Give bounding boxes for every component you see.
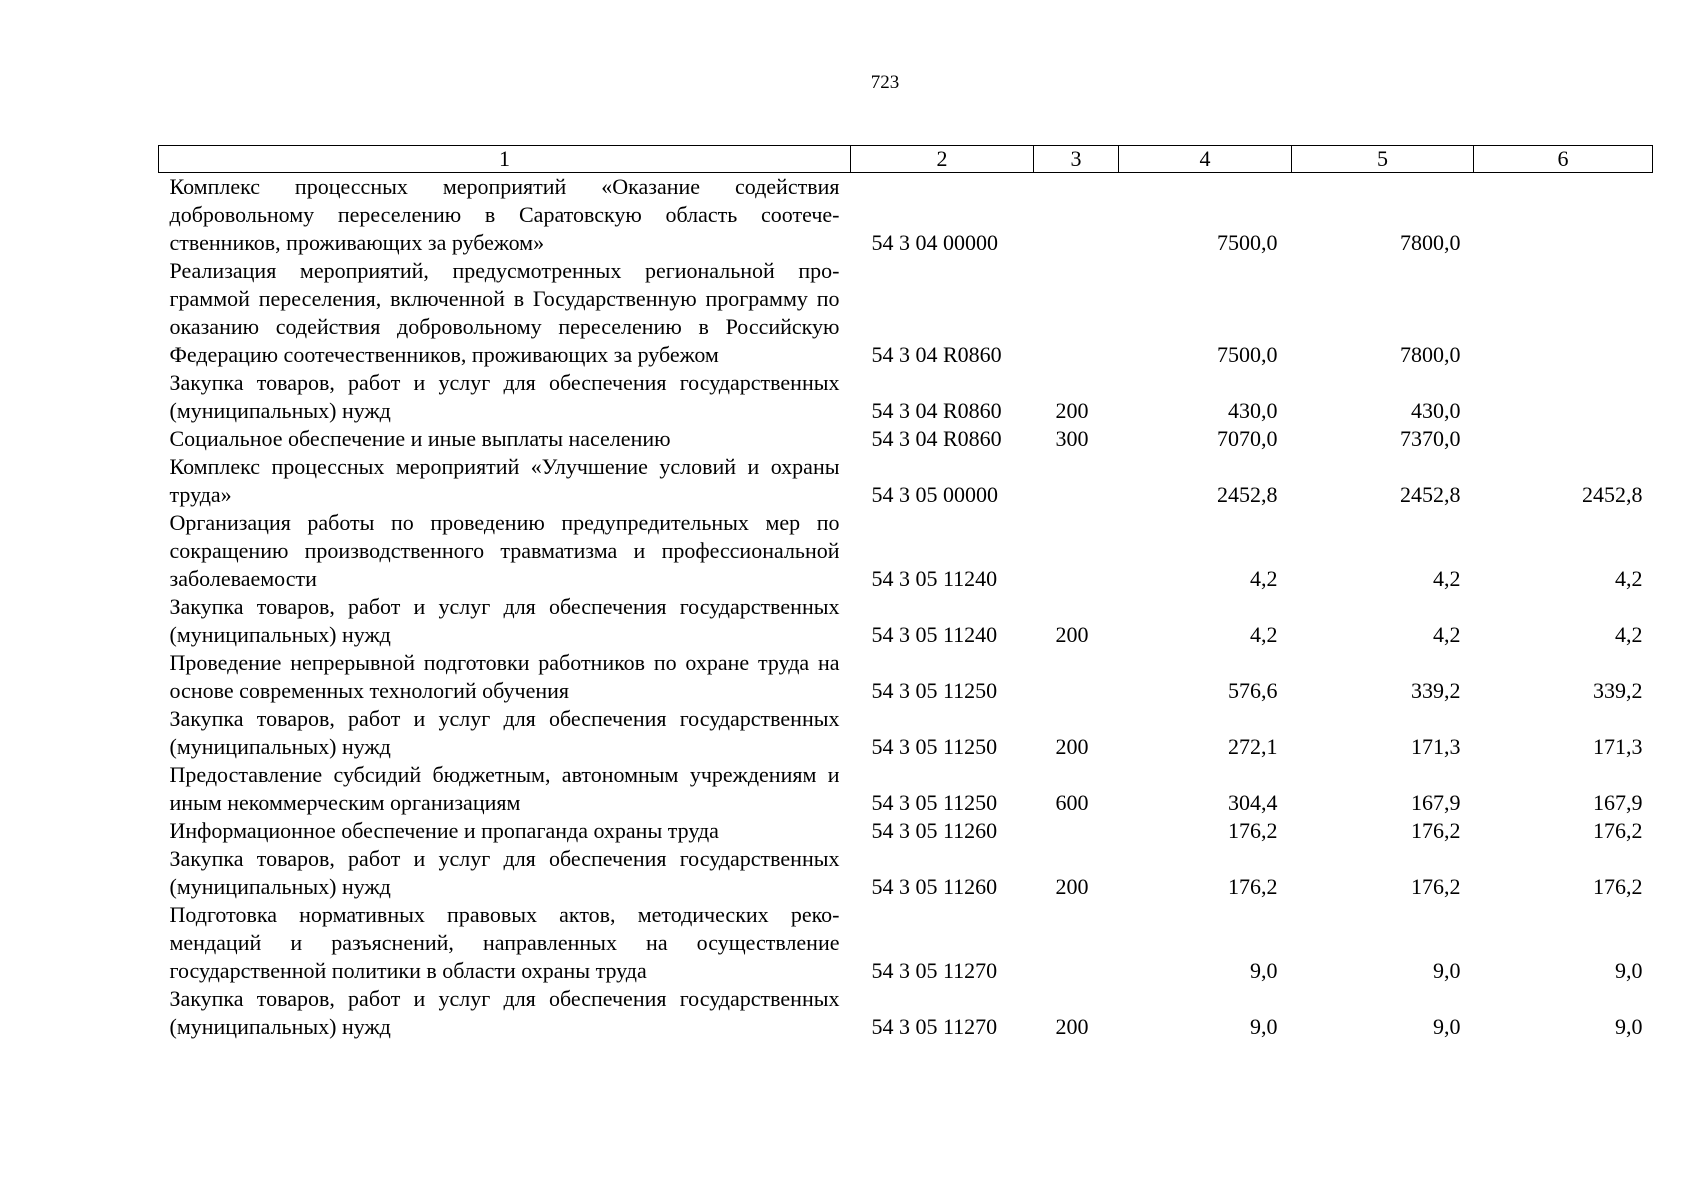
row-value-col6-cell: 176,2 [1593, 874, 1643, 899]
row-expense-type-cell: 200 [1055, 734, 1089, 759]
row-expense-type-cell: 600 [1055, 790, 1089, 815]
row-expense-type-cell [1034, 649, 1119, 705]
table-row [159, 761, 1653, 817]
table-row [159, 593, 1653, 649]
header-cell-4: 4 [1119, 146, 1292, 173]
row-value-col4-cell: 7070,0 [1217, 426, 1278, 451]
row-value-col6-cell: 9,0 [1615, 958, 1643, 983]
row-value-col5-cell: 4,2 [1433, 622, 1461, 647]
header-cell-5: 5 [1292, 146, 1474, 173]
row-code-cell: 54 3 04 R0860 [871, 398, 1002, 423]
row-code-cell: 54 3 05 11240 [871, 566, 998, 591]
row-value-col5-cell: 167,9 [1411, 790, 1461, 815]
table-row [159, 453, 1653, 509]
row-value-col6-cell: 167,9 [1593, 790, 1643, 815]
budget-table [158, 145, 1653, 1041]
row-value-col6-cell [1474, 173, 1653, 258]
row-code-cell: 54 3 04 R0860 [871, 342, 1002, 367]
table-row [159, 817, 1653, 845]
row-expense-type-cell [1034, 817, 1119, 845]
row-name-cell: Реализация мероприятий, предусмотренных региональной программой переселения, включенной в Государственную программу по оказанию содействия добровольному переселению в Российскую Федерацию соотечественников, проживающих за рубежом [169, 258, 840, 367]
row-expense-type-cell: 300 [1055, 426, 1089, 451]
row-code-cell: 54 3 04 00000 [871, 230, 998, 255]
row-code-cell: 54 3 05 11260 [871, 874, 998, 899]
row-value-col5-cell: 9,0 [1433, 958, 1461, 983]
row-name-cell: Комплекс процессных мероприятий «Оказание содействия добровольному переселению в Саратовскую область соотечественников, проживающих за рубежом» [169, 174, 840, 255]
row-value-col4-cell: 2452,8 [1217, 482, 1278, 507]
row-name-cell: Закупка товаров, работ и услуг для обеспечения государственных (муниципальных) нужд [169, 706, 840, 759]
row-value-col4-cell: 576,6 [1228, 678, 1278, 703]
table-row [159, 369, 1653, 425]
header-cell-1: 1 [159, 146, 851, 173]
row-code-cell: 54 3 05 11270 [871, 1014, 998, 1039]
row-value-col4-cell: 9,0 [1250, 958, 1278, 983]
row-value-col5-cell: 7370,0 [1400, 426, 1461, 451]
row-name-cell: Подготовка нормативных правовых актов, методических рекомендаций и разъяснений, направленных на осуществление государственной политики в области охраны труда [169, 902, 840, 983]
header-cell-3: 3 [1034, 146, 1119, 173]
table-row [159, 257, 1653, 369]
row-value-col5-cell: 430,0 [1411, 398, 1461, 423]
row-code-cell: 54 3 05 11270 [871, 958, 998, 983]
row-value-col4-cell: 9,0 [1250, 1014, 1278, 1039]
row-name-cell: Информационное обеспечение и пропаганда охраны труда [169, 818, 719, 843]
table-row [159, 649, 1653, 705]
row-value-col5-cell: 4,2 [1433, 566, 1461, 591]
row-value-col5-cell: 7800,0 [1400, 342, 1461, 367]
row-value-col4-cell: 7500,0 [1217, 230, 1278, 255]
row-value-col6-cell: 2452,8 [1582, 482, 1643, 507]
row-expense-type-cell [1034, 173, 1119, 258]
row-value-col6-cell: 4,2 [1615, 566, 1643, 591]
row-expense-type-cell [1034, 257, 1119, 369]
header-row [159, 146, 1653, 173]
row-value-col5-cell: 176,2 [1411, 874, 1461, 899]
row-value-col5-cell: 176,2 [1411, 818, 1461, 843]
row-code-cell: 54 3 05 11250 [871, 734, 998, 759]
row-name-cell: Закупка товаров, работ и услуг для обеспечения государственных (муниципальных) нужд [169, 986, 840, 1039]
row-name-cell: Проведение непрерывной подготовки работников по охране труда на основе современных технологий обучения [169, 650, 840, 703]
row-code-cell: 54 3 05 00000 [871, 482, 998, 507]
row-name-cell: Предоставление субсидий бюджетным, автономным учреждениям и иным некоммерческим организациям [169, 762, 840, 815]
table-header [159, 146, 1653, 173]
row-value-col4-cell: 176,2 [1228, 818, 1278, 843]
row-value-col6-cell [1474, 425, 1653, 453]
row-name-cell: Закупка товаров, работ и услуг для обеспечения государственных (муниципальных) нужд [169, 594, 840, 647]
row-code-cell: 54 3 05 11240 [871, 622, 998, 647]
row-value-col6-cell: 9,0 [1615, 1014, 1643, 1039]
row-value-col5-cell: 2452,8 [1400, 482, 1461, 507]
table-row [159, 705, 1653, 761]
row-value-col5-cell: 9,0 [1433, 1014, 1461, 1039]
table-row [159, 173, 1653, 258]
row-name-cell: Комплекс процессных мероприятий «Улучшение условий и охраны труда» [169, 454, 840, 507]
header-cell-6: 6 [1474, 146, 1653, 173]
row-expense-type-cell [1034, 453, 1119, 509]
row-value-col4-cell: 430,0 [1228, 398, 1278, 423]
row-value-col4-cell: 4,2 [1250, 566, 1278, 591]
row-value-col6-cell: 171,3 [1593, 734, 1643, 759]
row-value-col4-cell: 4,2 [1250, 622, 1278, 647]
row-value-col6-cell [1474, 369, 1653, 425]
row-value-col4-cell: 7500,0 [1217, 342, 1278, 367]
row-name-cell: Социальное обеспечение и иные выплаты населению [169, 426, 671, 451]
page-number: 723 [870, 72, 900, 93]
row-value-col6-cell: 176,2 [1593, 818, 1643, 843]
table-row [159, 901, 1653, 985]
row-value-col4-cell: 176,2 [1228, 874, 1278, 899]
row-value-col6-cell [1474, 257, 1653, 369]
row-expense-type-cell: 200 [1055, 874, 1089, 899]
row-expense-type-cell [1034, 509, 1119, 593]
row-code-cell: 54 3 05 11260 [871, 818, 998, 843]
row-name-cell: Закупка товаров, работ и услуг для обеспечения государственных (муниципальных) нужд [169, 846, 840, 899]
row-value-col5-cell: 339,2 [1411, 678, 1461, 703]
row-value-col4-cell: 304,4 [1228, 790, 1278, 815]
header-cell-2: 2 [851, 146, 1034, 173]
table-row [159, 425, 1653, 453]
table-body [159, 173, 1653, 1042]
table-row [159, 509, 1653, 593]
row-name-cell: Организация работы по проведению предупредительных мер по сокращению производственного травматизма и профессиональной заболеваемости [169, 510, 840, 591]
row-expense-type-cell: 200 [1055, 622, 1089, 647]
row-expense-type-cell: 200 [1055, 1014, 1089, 1039]
row-value-col5-cell: 7800,0 [1400, 230, 1461, 255]
row-expense-type-cell: 200 [1055, 398, 1089, 423]
row-value-col6-cell: 4,2 [1615, 622, 1643, 647]
row-value-col6-cell: 339,2 [1593, 678, 1643, 703]
row-code-cell: 54 3 04 R0860 [871, 426, 1002, 451]
row-name-cell: Закупка товаров, работ и услуг для обеспечения государственных (муниципальных) нужд [169, 370, 840, 423]
row-code-cell: 54 3 05 11250 [871, 678, 998, 703]
row-value-col5-cell: 171,3 [1411, 734, 1461, 759]
table-row [159, 985, 1653, 1041]
row-code-cell: 54 3 05 11250 [871, 790, 998, 815]
row-expense-type-cell [1034, 901, 1119, 985]
table-row [159, 845, 1653, 901]
row-value-col4-cell: 272,1 [1228, 734, 1278, 759]
